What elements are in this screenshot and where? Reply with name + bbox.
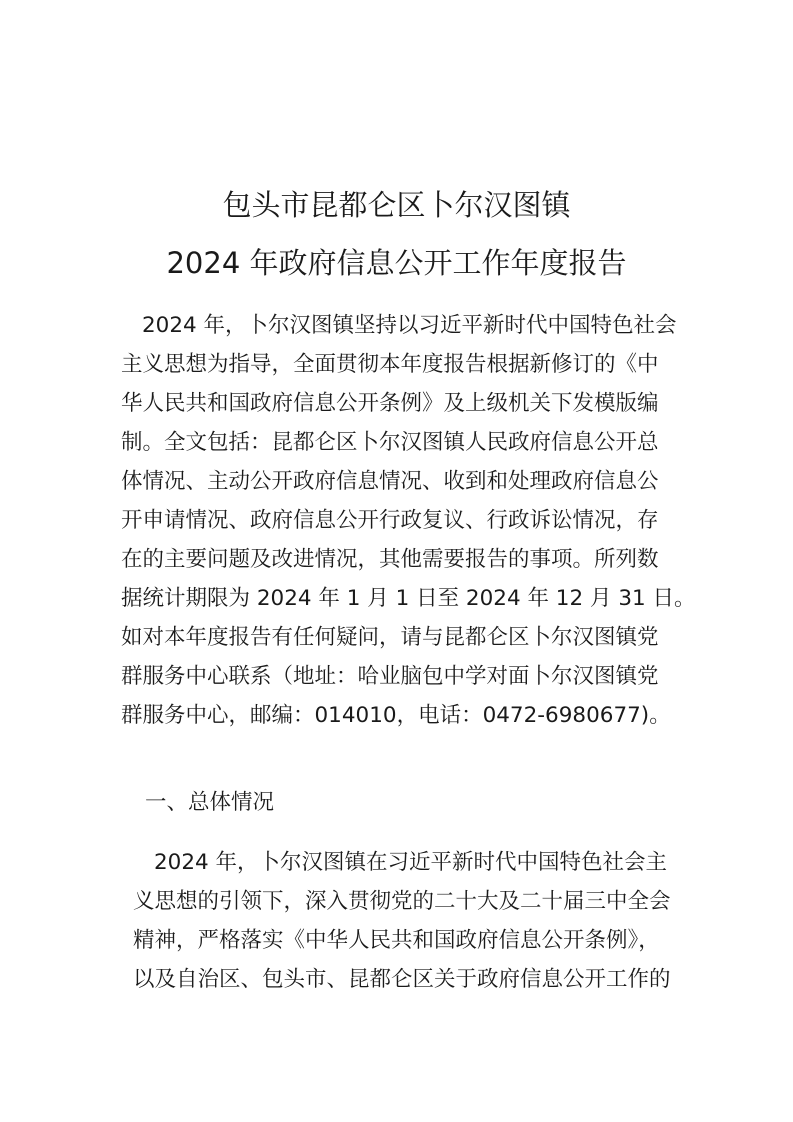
intro-line: 体情况、主动公开政府信息情况、收到和处理政府信息公 (121, 469, 659, 494)
intro-line: 制。全文包括：昆都仑区卜尔汉图镇人民政府信息公开总 (121, 430, 659, 455)
intro-line: 在的主要问题及改进情况，其他需要报告的事项。所列数 (121, 547, 659, 572)
intro-paragraph (121, 306, 696, 735)
intro-line: 华人民共和国政府信息公开条例》及上级机关下发模版编 (121, 391, 659, 416)
report-title-line-1: 包头市昆都仑区卜尔汉图镇 (222, 188, 571, 222)
intro-line: 开申请情况、政府信息公开行政复议、行政诉讼情况，存 (121, 508, 659, 533)
overview-line: 精神，严格落实《中华人民共和国政府信息公开条例》， (133, 928, 660, 953)
overview-line: 2024 年，卜尔汉图镇在习近平新时代中国特色社会主 (154, 850, 668, 875)
intro-line: 主义思想为指导，全面贯彻本年度报告根据新修订的《中 (121, 352, 659, 377)
intro-line: 2024 年，卜尔汉图镇坚持以习近平新时代中国特色社会 (142, 313, 677, 338)
report-title-line-2: 2024 年政府信息公开工作年度报告 (166, 246, 627, 280)
intro-line: 群服务中心联系（地址：哈业脑包中学对面卜尔汉图镇党 (121, 664, 659, 689)
overview-paragraph (133, 843, 693, 999)
intro-line: 如对本年度报告有任何疑问，请与昆都仑区卜尔汉图镇党 (121, 625, 659, 650)
overview-line: 义思想的引领下，深入贯彻党的二十大及二十届三中全会 (133, 889, 671, 914)
section-heading-overview: 一、总体情况 (145, 790, 275, 815)
intro-line: 群服务中心，邮编：014010，电话：0472-6980677)。 (121, 703, 671, 728)
overview-line: 以及自治区、包头市、昆都仑区关于政府信息公开工作的 (133, 967, 671, 992)
intro-line: 据统计期限为 2024 年 1 月 1 日至 2024 年 12 月 31 日。 (121, 586, 696, 611)
